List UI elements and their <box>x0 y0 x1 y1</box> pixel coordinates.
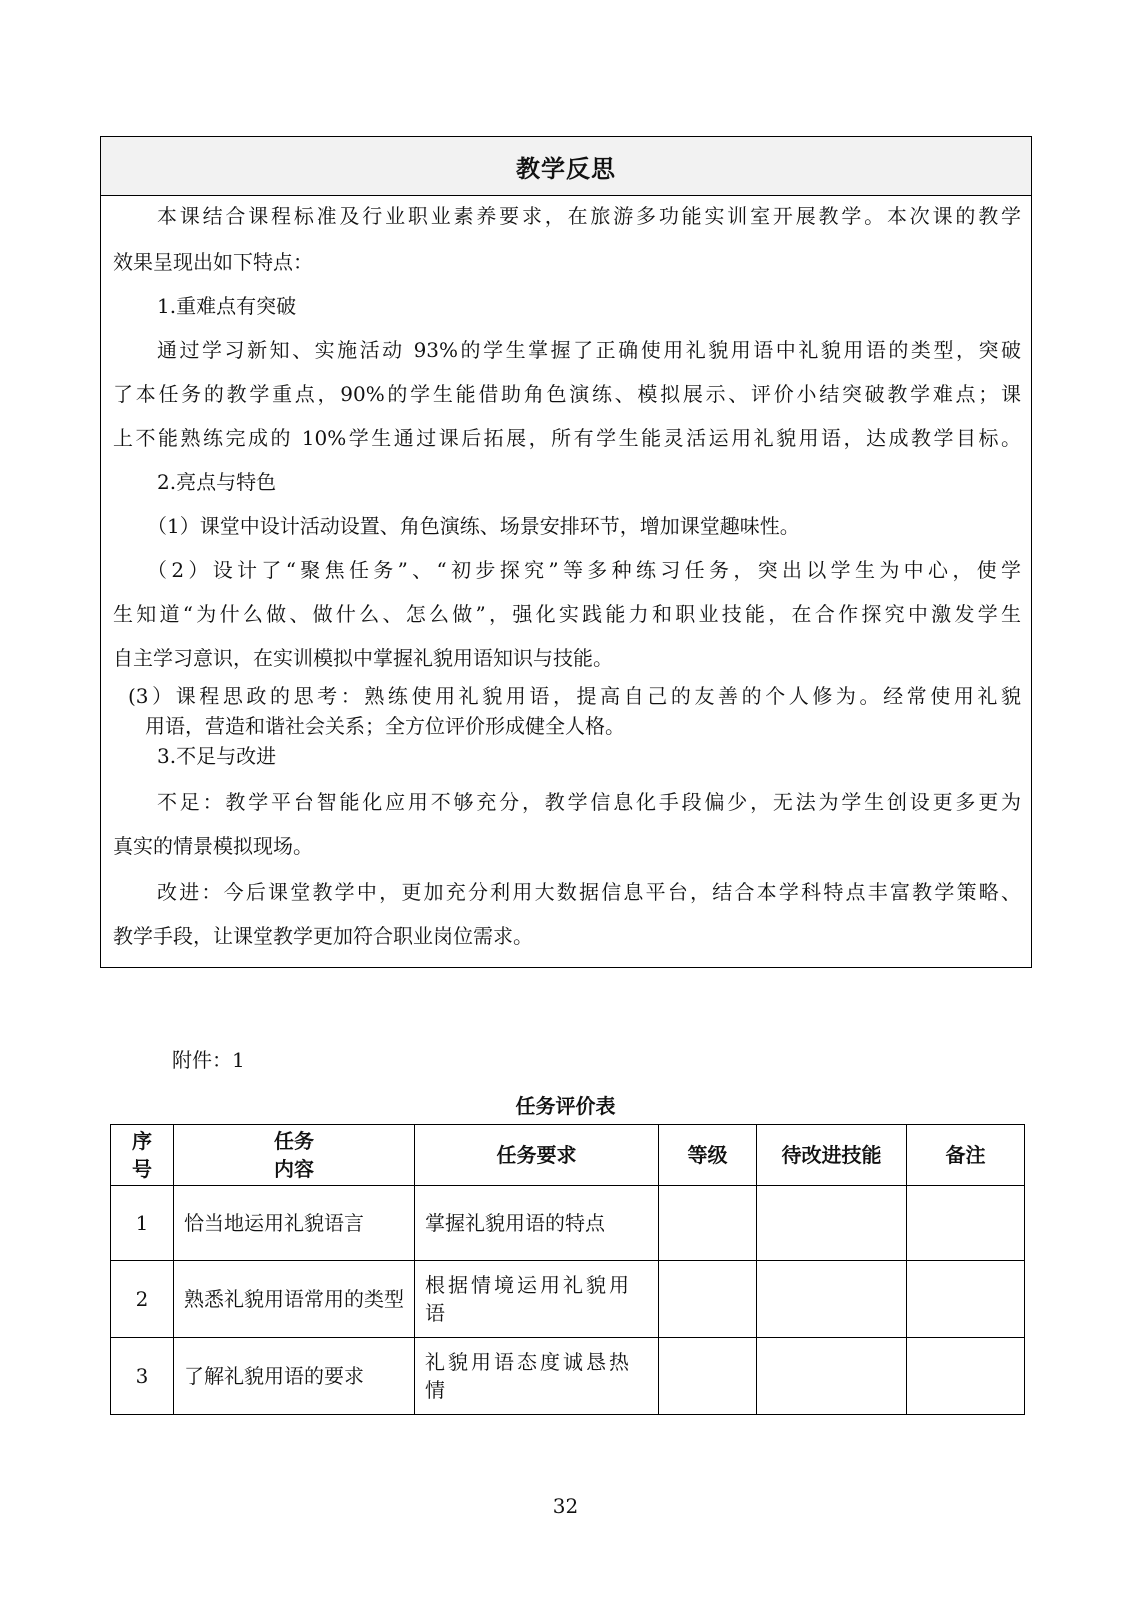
reflection-line: (3）课程思政的思考：熟练使用礼貌用语，提高自己的友善的个人修为。经常使用礼貌 <box>128 684 1021 708</box>
reflection-heading-1: 1.重难点有突破 <box>157 294 297 318</box>
cell-content: 恰当地运用礼貌语言 <box>174 1186 415 1261</box>
reflection-line: 上不能熟练完成的 10%学生通过课后拓展，所有学生能灵活运用礼貌用语，达成教学目标。 <box>113 426 1021 450</box>
cell-grade[interactable] <box>659 1186 757 1261</box>
cell-grade[interactable] <box>659 1261 757 1338</box>
table-row <box>111 1338 1025 1415</box>
cell-grade[interactable] <box>659 1338 757 1415</box>
reflection-line: 不足：教学平台智能化应用不够充分，教学信息化手段偏少，无法为学生创设更多更为 <box>157 790 1021 814</box>
reflection-line: 改进：今后课堂教学中，更加充分利用大数据信息平台，结合本学科特点丰富教学策略、 <box>157 880 1021 904</box>
reflection-line: 效果呈现出如下特点： <box>113 250 313 274</box>
reflection-line: 用语，营造和谐社会关系；全方位评价形成健全人格。 <box>145 714 625 738</box>
cell-content: 了解礼貌用语的要求 <box>174 1338 415 1415</box>
cell-seq: 3 <box>111 1338 174 1415</box>
reflection-line: 通过学习新知、实施活动 93%的学生掌握了正确使用礼貌用语中礼貌用语的类型，突破 <box>157 338 1021 362</box>
teaching-reflection-box <box>100 136 1032 968</box>
cell-skills[interactable] <box>757 1186 907 1261</box>
cell-requirement: 礼貌用语态度诚恳热情 <box>415 1338 659 1415</box>
attachment-label: 附件：1 <box>172 1048 245 1072</box>
header-content: 任务 内容 <box>174 1125 415 1186</box>
page-number: 32 <box>552 1494 579 1518</box>
reflection-line: （2）设计了“聚焦任务”、“初步探究”等多种练习任务，突出以学生为中心，使学 <box>147 558 1021 582</box>
table-row <box>111 1186 1025 1261</box>
reflection-body <box>101 196 1031 968</box>
evaluation-table-title: 任务评价表 <box>515 1094 616 1118</box>
reflection-line: 真实的情景模拟现场。 <box>113 834 313 858</box>
reflection-line: 自主学习意识，在实训模拟中掌握礼貌用语知识与技能。 <box>113 646 613 670</box>
reflection-line: （1）课堂中设计活动设置、角色演练、场景安排环节，增加课堂趣味性。 <box>147 514 800 538</box>
table-row <box>111 1261 1025 1338</box>
reflection-line: 本课结合课程标准及行业职业素养要求，在旅游多功能实训室开展教学。本次课的教学 <box>157 204 1021 228</box>
cell-skills[interactable] <box>757 1338 907 1415</box>
reflection-line: 了本任务的教学重点，90%的学生能借助角色演练、模拟展示、评价小结突破教学难点；课 <box>113 382 1021 406</box>
header-remarks: 备注 <box>907 1125 1025 1186</box>
cell-remarks[interactable] <box>907 1261 1025 1338</box>
header-seq: 序 号 <box>111 1125 174 1186</box>
cell-content: 熟悉礼貌用语常用的类型 <box>174 1261 415 1338</box>
header-grade: 等级 <box>659 1125 757 1186</box>
reflection-title: 教学反思 <box>101 137 1031 196</box>
cell-requirement: 根据情境运用礼貌用语 <box>415 1261 659 1338</box>
reflection-heading-3: 3.不足与改进 <box>157 744 277 768</box>
table-header-row <box>111 1125 1025 1186</box>
reflection-line: 生知道“为什么做、做什么、怎么做”，强化实践能力和职业技能，在合作探究中激发学生 <box>113 602 1021 626</box>
header-skills: 待改进技能 <box>757 1125 907 1186</box>
reflection-line: 教学手段，让课堂教学更加符合职业岗位需求。 <box>113 924 533 948</box>
cell-seq: 1 <box>111 1186 174 1261</box>
cell-remarks[interactable] <box>907 1186 1025 1261</box>
cell-seq: 2 <box>111 1261 174 1338</box>
header-requirement: 任务要求 <box>415 1125 659 1186</box>
reflection-heading-2: 2.亮点与特色 <box>157 470 277 494</box>
evaluation-table <box>110 1124 1025 1415</box>
cell-skills[interactable] <box>757 1261 907 1338</box>
cell-requirement: 掌握礼貌用语的特点 <box>415 1186 659 1261</box>
cell-remarks[interactable] <box>907 1338 1025 1415</box>
